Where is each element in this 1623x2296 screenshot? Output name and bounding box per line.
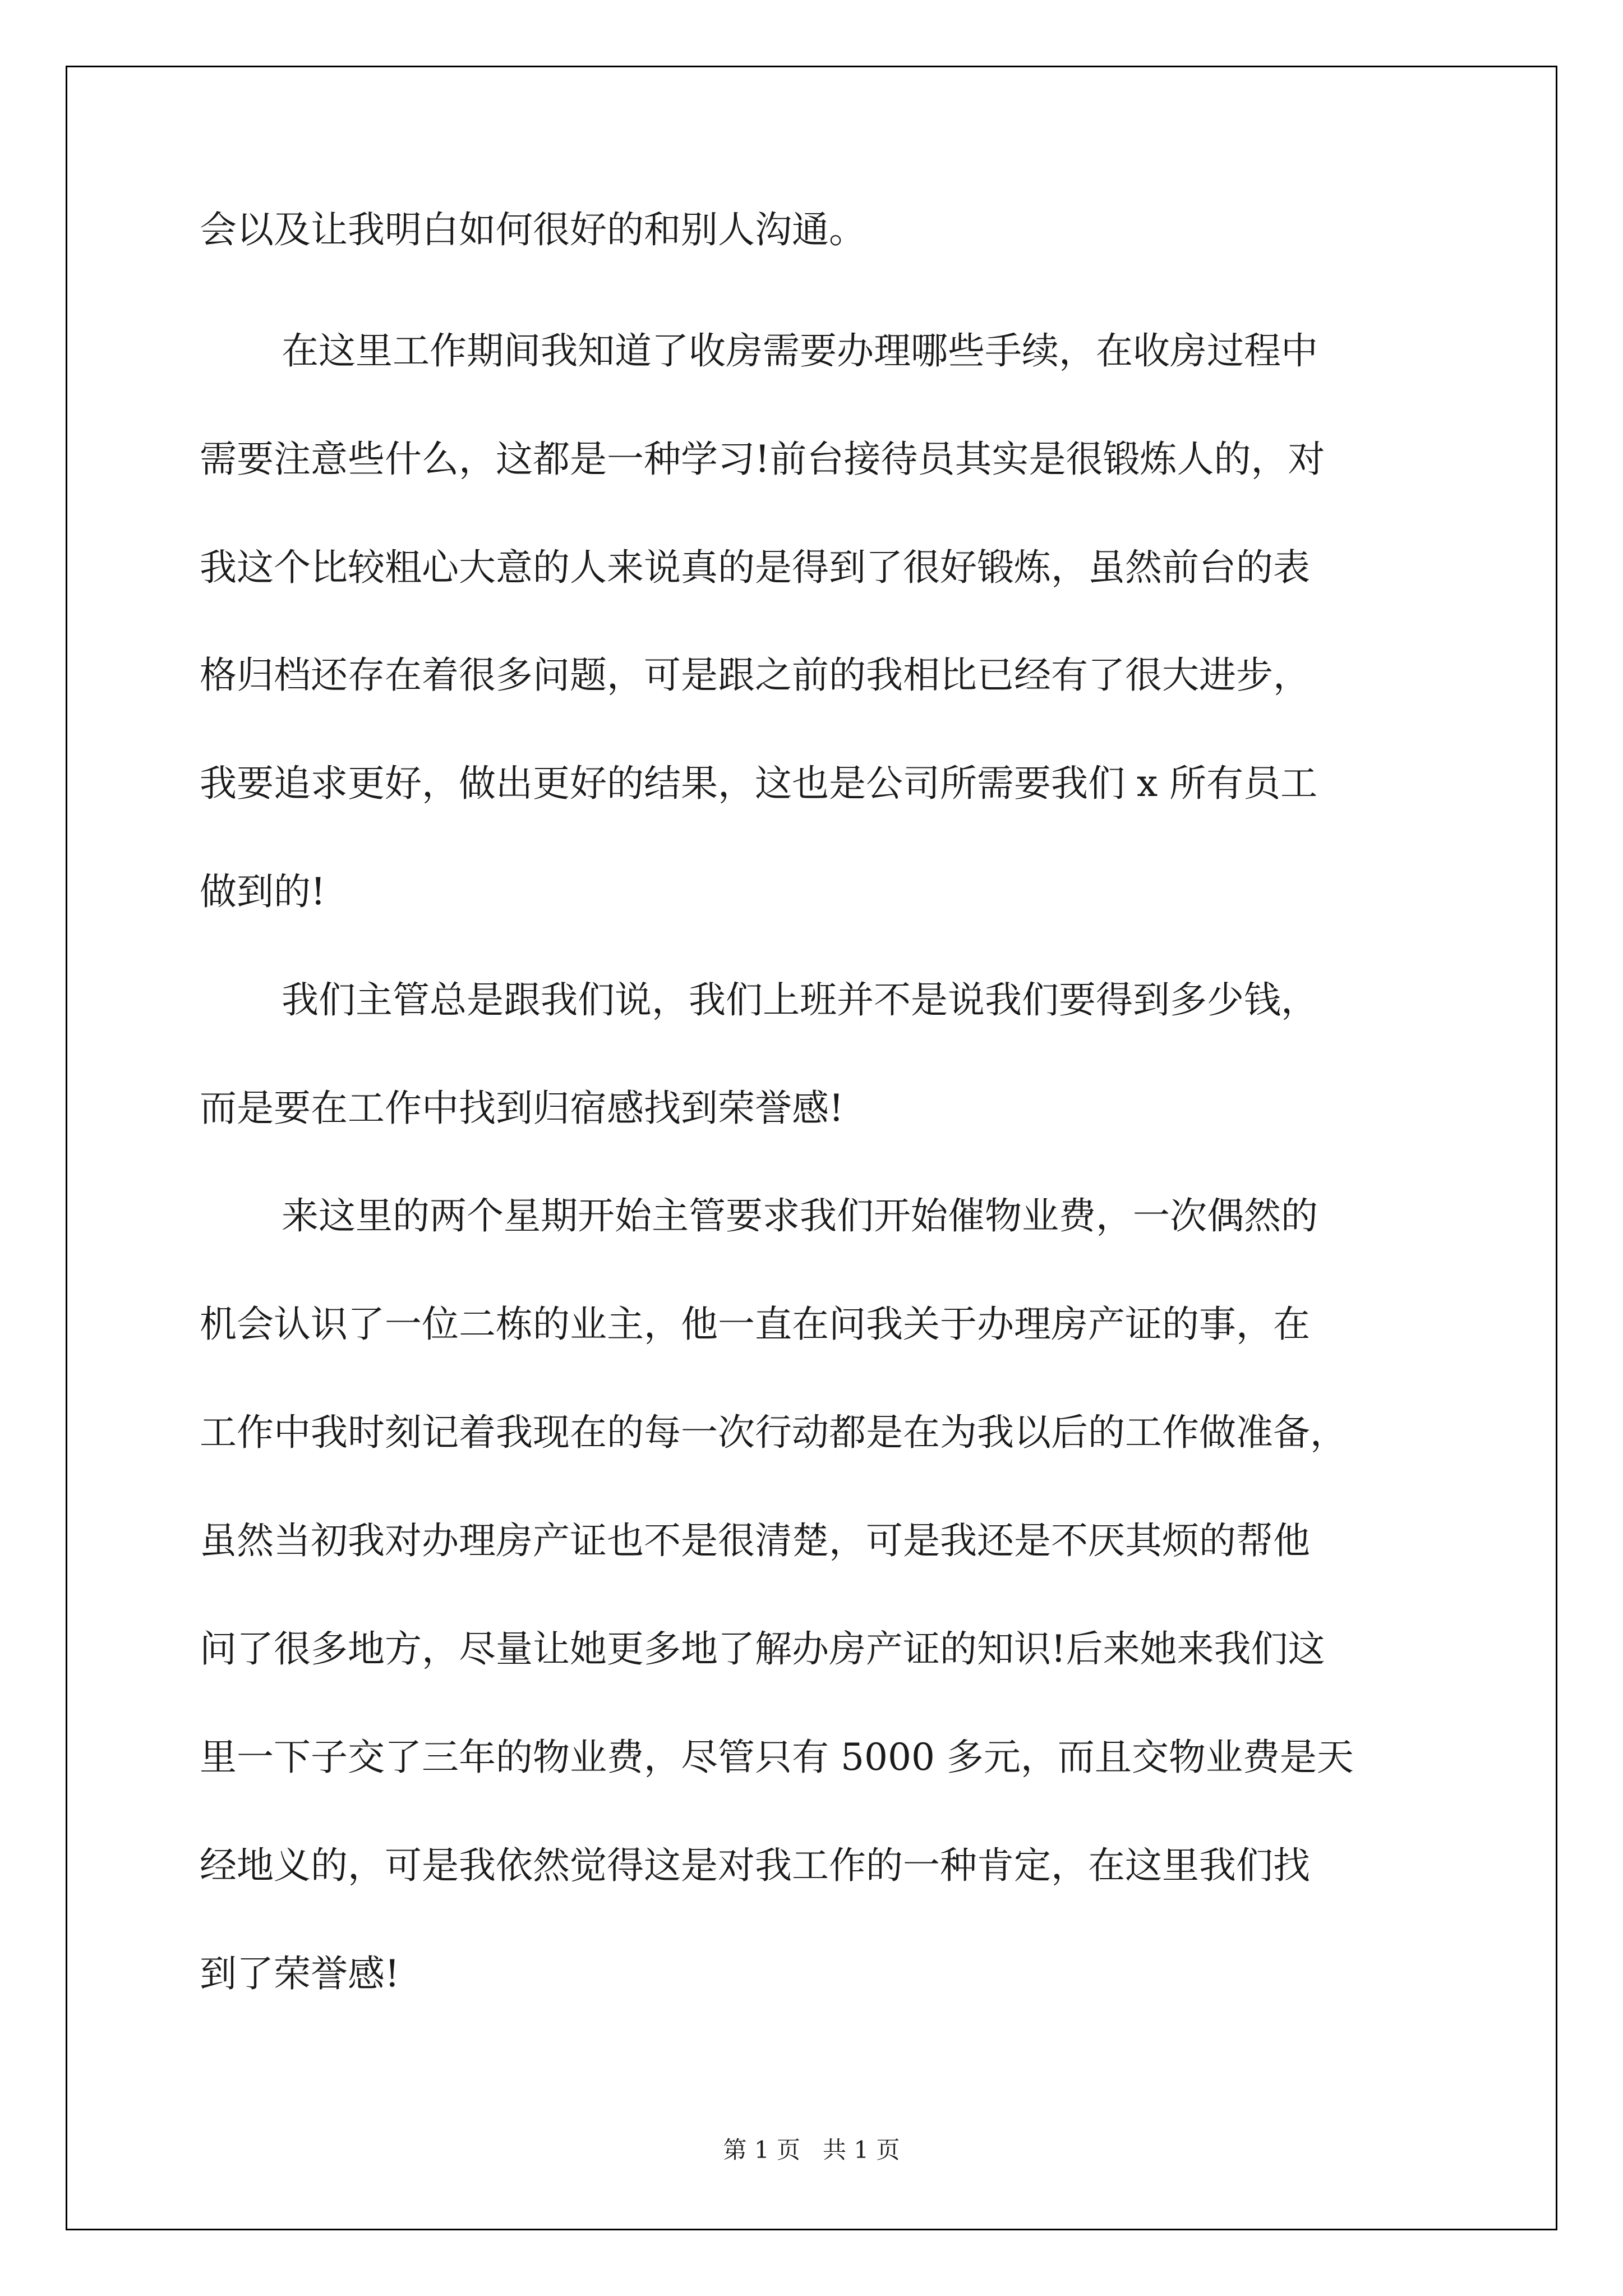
- page-number-footer: 第 1 页 共 1 页: [723, 2136, 900, 2164]
- body-line-6: 我要追求更好，做出更好的结果，这也是公司所需要我们 x 所有员工: [200, 762, 1318, 805]
- body-line-16: 经地义的，可是我依然觉得这是对我工作的一种肯定，在这里我们找: [200, 1844, 1310, 1887]
- body-line-1: 会以及让我明白如何很好的和别人沟通。: [200, 208, 866, 251]
- body-line-2: 在这里工作期间我知道了收房需要办理哪些手续，在收房过程中: [282, 329, 1318, 372]
- body-line-14: 问了很多地方，尽量让她更多地了解办房产证的知识!后来她来我们这: [200, 1627, 1325, 1671]
- body-line-17: 到了荣誉感!: [200, 1952, 400, 1995]
- body-line-9: 而是要在工作中找到归宿感找到荣誉感!: [200, 1087, 844, 1130]
- body-line-10: 来这里的两个星期开始主管要求我们开始催物业费，一次偶然的: [282, 1194, 1318, 1237]
- body-line-3: 需要注意些什么，这都是一种学习!前台接待员其实是很锻炼人的，对: [200, 438, 1325, 481]
- body-line-13: 虽然当初我对办理房产证也不是很清楚，可是我还是不厌其烦的帮他: [200, 1519, 1310, 1562]
- body-line-11: 机会认识了一位二栋的业主，他一直在问我关于办理房产证的事，在: [200, 1303, 1310, 1346]
- body-line-7: 做到的!: [200, 870, 326, 913]
- page-border: [66, 66, 1557, 2230]
- body-line-12: 工作中我时刻记着我现在的每一次行动都是在为我以后的工作做准备，: [200, 1411, 1347, 1454]
- body-line-5: 格归档还存在着很多问题，可是跟之前的我相比已经有了很大进步，: [200, 654, 1310, 697]
- body-line-8: 我们主管总是跟我们说，我们上班并不是说我们要得到多少钱，: [282, 978, 1318, 1022]
- body-line-15: 里一下子交了三年的物业费，尽管只有 5000 多元，而且交物业费是天: [200, 1736, 1354, 1779]
- body-line-4: 我这个比较粗心大意的人来说真的是得到了很好锻炼，虽然前台的表: [200, 546, 1310, 589]
